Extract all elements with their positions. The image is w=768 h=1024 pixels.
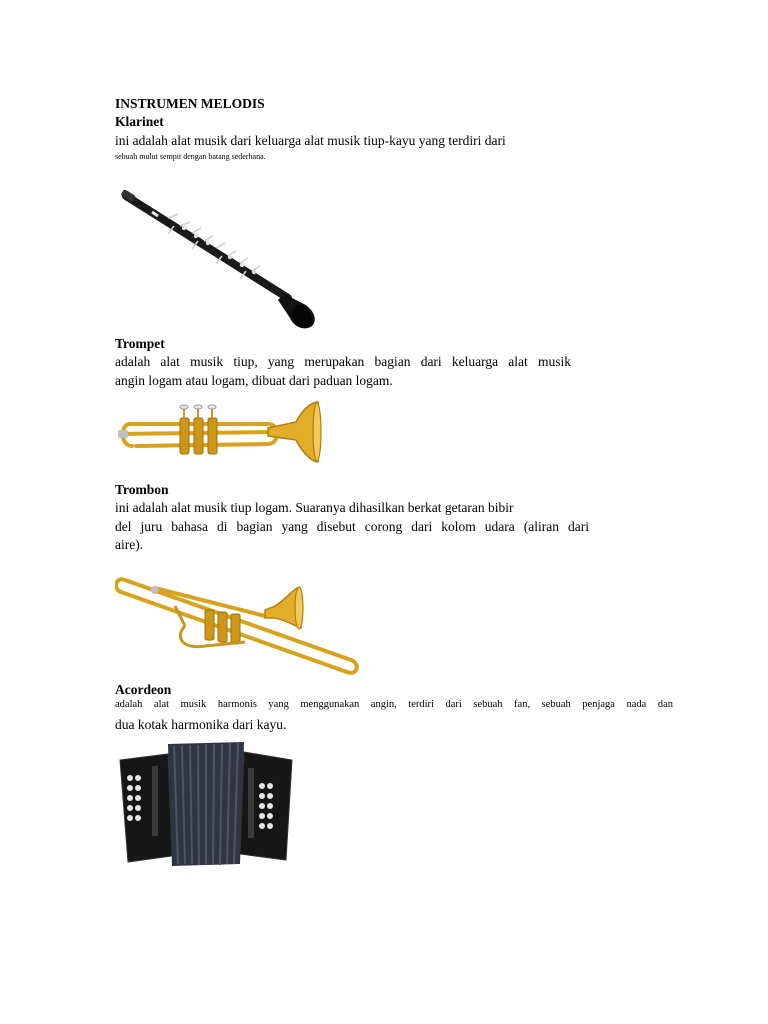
clarinet-image (118, 190, 323, 332)
trombon-description-line-1: ini adalah alat musik tiup logam. Suaranya dihasilkan berkat getaran bibir (115, 500, 514, 515)
section-heading-klarinet: Klarinet (115, 114, 164, 129)
klarinet-description-line-1: ini adalah alat musik dari keluarga alat musik tiup-kayu yang terdiri dari (115, 133, 506, 148)
document-title: INSTRUMEN MELODIS (115, 96, 265, 111)
trombone-image (115, 566, 365, 680)
section-heading-trompet: Trompet (115, 336, 165, 351)
acordeon-description-line-2: dua kotak harmonika dari kayu. (115, 717, 287, 732)
klarinet-description-line-2: sebuah mulut sempit dengan batang sederhana. (115, 152, 266, 161)
section-heading-trombon: Trombon (115, 482, 169, 497)
trompet-description-line-2: angin logam atau logam, dibuat dari paduan logam. (115, 373, 393, 388)
trompet-description-line-1: adalah alat musik tiup, yang merupakan bagian dari keluarga alat musik (115, 354, 571, 369)
trombon-description-line-2: del juru bahasa di bagian yang disebut corong dari kolom udara (aliran dari (115, 519, 589, 534)
section-heading-acordeon: Acordeon (115, 682, 172, 697)
trombon-description-line-3: aire). (115, 537, 144, 552)
trumpet-image (118, 396, 323, 468)
acordeon-description-line-1: adalah alat musik harmonis yang menggunakan angin, terdiri dari sebuah fan, sebuah penjaga nada dan (115, 699, 673, 710)
accordion-image (116, 738, 296, 872)
